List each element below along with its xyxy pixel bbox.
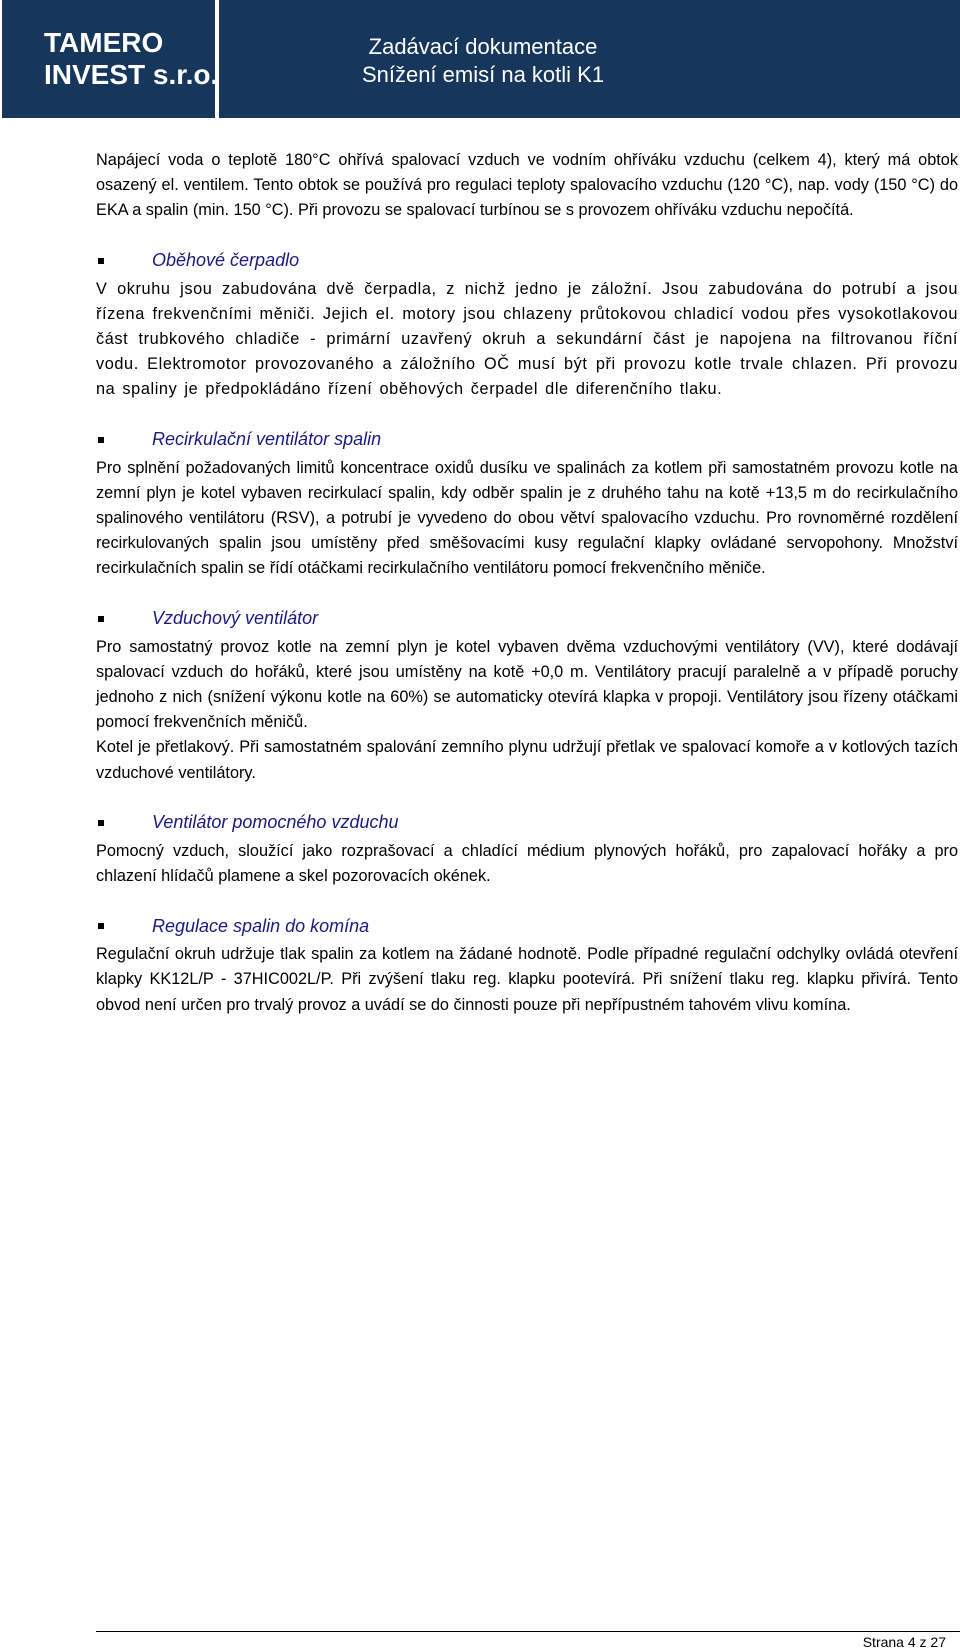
page-number: Strana 4 z 27 [862,1634,946,1650]
document-body [96,148,958,1018]
company-name-line1: TAMERO [44,27,164,58]
square-bullet-icon [98,616,104,622]
section-recirculation-fan [96,427,958,582]
section-title: Regulace spalin do komína [152,915,370,936]
company-name [44,27,218,91]
section-paragraph: Regulační okruh udržuje tlak spalin za kotlem na žádané hodnotě. Podle případné regulační odchylky ovládá otevření klapky KK12L/P - 37HIC002L/P. Při zvýšení tlaku reg. klapku pootevírá. Při snížení tlaku reg. klapku přivírá. Tento obvod není určen pro trvalý provoz a uvádí se do činnosti pouze při nepřípustném tahovém vlivu komína. [96,945,958,1014]
company-name-line2: INVEST s.r.o. [44,59,219,90]
section-heading [96,810,958,836]
section-flue-gas-regulation [96,913,958,1018]
section-heading [96,606,958,632]
square-bullet-icon [98,820,104,826]
section-heading [96,427,958,453]
section-paragraph: V okruhu jsou zabudována dvě čerpadla, z nichž jedno je záložní. Jsou zabudována do potrubí a jsou řízena frekvenčními měniči. Jejich el. motory jsou chlazeny průtokovou chladicí vodou přes vysokotlakovou část trubkového chladiče - primární uzavřený okruh a sekundární část je napojena na filtrovanou říční vodu. Elektromotor provozovaného a záložního OČ musí být při provozu kotle trvale chlazen. Při provozu na spaliny je předpokládáno řízení oběhových čerpadel dle diferenčního tlaku. [96,279,958,399]
section-auxiliary-air-fan [96,810,958,889]
footer-divider [96,1631,960,1632]
section-title: Ventilátor pomocného vzduchu [152,812,399,833]
section-heading [96,913,958,939]
page-header [0,0,960,120]
section-paragraph: Pro splnění požadovaných limitů koncentrace oxidů dusíku ve spalinách za kotlem při samostatném provozu kotle na zemní plyn je kotel vybaven recirkulací spalin, kdy odběr spalin je z druhého tahu na kotě +13,5 m do recirkulačního spalinového ventilátoru (RSV), a potrubí je vyvedeno do obou větví spalovacího vzduchu. Pro rovnoměrné rozdělení recirkulovaných spalin jsou umístěny před směšovacími kusy regulační klapky ovládané servopohony. Množství recirkulačních spalin se řídí otáčkami recirkulačního ventilátoru pomocí frekvenčního měniče. [96,458,958,578]
section-title: Recirkulační ventilátor spalin [152,429,382,450]
square-bullet-icon [98,437,104,443]
square-bullet-icon [98,923,104,929]
section-paragraph: Pomocný vzduch, sloužící jako rozprašovací a chladící médium plynových hořáků, pro zapalovací hořáky a pro chlazení hlídačů plamene a skel pozorovacích okének. [96,841,958,886]
section-paragraph: Pro samostatný provoz kotle na zemní plyn je kotel vybaven dvěma vzduchovými ventilátory (VV), které dodávají spalovací vzduch do hořáků, které jsou umístěny na kotě +0,0 m. Ventilátory pracují paralelně a v případě poruchy jednoho z nich (snížení výkonu kotle na 60%) se automaticky otevírá klapka v propoji. Ventilátory jsou řízeny otáčkami pomocí frekvenčních měničů. [96,637,958,732]
intro-paragraph: Napájecí voda o teplotě 180°C ohřívá spalovací vzduch ve vodním ohříváku vzduchu (celkem 4), který má obtok osazený el. ventilem. Tento obtok se používá pro regulaci teploty spalovacího vzduchu (120 °C), nap. vody (150 °C) do EKA a spalin (min. 150 °C). Při provozu se spalovací turbínou se s provozem ohříváku vzduchu nepočítá. [96,151,958,220]
document-title-line1: Zadávací dokumentace [368,34,598,59]
section-heading [96,248,958,274]
section-title: Vzduchový ventilátor [152,608,319,629]
document-title [233,33,733,89]
section-paragraph-2: Kotel je přetlakový. Při samostatném spalování zemního plynu udržují přetlak ve spalovací komoře a v kotlových tazích vzduchové ventilátory. [96,738,958,782]
square-bullet-icon [98,258,104,264]
section-title: Oběhové čerpadlo [152,250,300,270]
section-circulation-pump [96,248,958,403]
document-title-line2: Snížení emisí na kotli K1 [361,62,605,87]
section-air-fan [96,606,958,786]
